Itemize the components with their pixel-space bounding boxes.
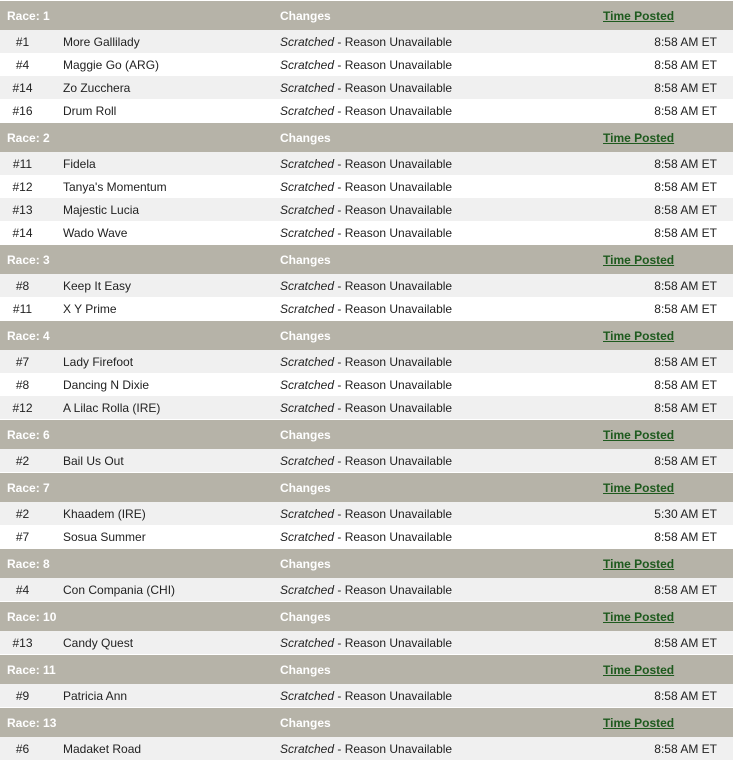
change-description — [280, 636, 452, 650]
table-row — [0, 152, 733, 175]
changes-column-header: Changes — [280, 610, 331, 624]
horse-name: More Gallilady — [63, 35, 140, 49]
time-posted-sort-link[interactable]: Time Posted — [603, 481, 675, 495]
time-posted: 8:58 AM ET — [654, 35, 717, 49]
program-number: #6 — [15, 742, 30, 756]
race-header — [0, 320, 733, 350]
change-description — [280, 454, 452, 468]
scratch-status: Scratched — [280, 742, 335, 756]
table-row — [0, 684, 733, 707]
horse-name: Fidela — [63, 157, 96, 171]
race-label: Race: 10 — [7, 610, 57, 624]
scratch-reason: - Reason Unavailable — [334, 689, 453, 703]
scratch-status: Scratched — [280, 355, 335, 369]
time-posted: 5:30 AM ET — [654, 507, 717, 521]
time-posted: 8:58 AM ET — [654, 279, 717, 293]
horse-name: Madaket Road — [63, 742, 142, 756]
race-label: Race: 3 — [7, 253, 50, 267]
program-number: #11 — [12, 157, 33, 171]
horse-name: Maggie Go (ARG) — [63, 58, 160, 72]
time-posted: 8:58 AM ET — [654, 454, 717, 468]
change-description — [280, 104, 452, 118]
table-row — [0, 221, 733, 244]
race-label: Race: 7 — [7, 481, 50, 495]
table-row — [0, 274, 733, 297]
scratch-status: Scratched — [280, 583, 335, 597]
scratch-reason: - Reason Unavailable — [334, 636, 453, 650]
time-posted: 8:58 AM ET — [654, 355, 717, 369]
horse-name: Majestic Lucia — [63, 203, 140, 217]
scratch-status: Scratched — [280, 279, 335, 293]
scratch-reason: - Reason Unavailable — [334, 104, 453, 118]
scratch-status: Scratched — [280, 378, 335, 392]
horse-name: Lady Firefoot — [63, 355, 134, 369]
program-number: #13 — [12, 203, 33, 217]
change-description — [280, 157, 452, 171]
table-row — [0, 350, 733, 373]
change-description — [280, 180, 452, 194]
horse-name: Zo Zucchera — [63, 81, 131, 95]
changes-column-header: Changes — [280, 428, 331, 442]
scratch-reason: - Reason Unavailable — [334, 35, 453, 49]
time-posted: 8:58 AM ET — [654, 530, 717, 544]
change-description — [280, 279, 452, 293]
time-posted: 8:58 AM ET — [654, 378, 717, 392]
change-description — [280, 378, 452, 392]
change-description — [280, 689, 452, 703]
scratch-reason: - Reason Unavailable — [334, 58, 453, 72]
changes-column-header: Changes — [280, 253, 331, 267]
table-row — [0, 30, 733, 53]
change-description — [280, 355, 452, 369]
horse-name: X Y Prime — [63, 302, 117, 316]
table-row — [0, 578, 733, 601]
horse-name: A Lilac Rolla (IRE) — [63, 401, 161, 415]
program-number: #12 — [12, 401, 33, 415]
race-label: Race: 8 — [7, 557, 50, 571]
race-header — [0, 601, 733, 631]
scratch-status: Scratched — [280, 81, 335, 95]
time-posted: 8:58 AM ET — [654, 401, 717, 415]
horse-name: Patricia Ann — [63, 689, 128, 703]
time-posted: 8:58 AM ET — [654, 689, 717, 703]
change-description — [280, 507, 452, 521]
race-header — [0, 548, 733, 578]
program-number: #12 — [12, 180, 33, 194]
scratch-reason: - Reason Unavailable — [334, 203, 453, 217]
program-number: #2 — [15, 507, 30, 521]
scratch-reason: - Reason Unavailable — [334, 378, 453, 392]
scratch-reason: - Reason Unavailable — [334, 401, 453, 415]
table-row — [0, 297, 733, 320]
race-header — [0, 654, 733, 684]
table-row — [0, 76, 733, 99]
time-posted: 8:58 AM ET — [654, 302, 717, 316]
program-number: #9 — [15, 689, 30, 703]
scratch-reason: - Reason Unavailable — [334, 279, 453, 293]
race-header — [0, 472, 733, 502]
scratch-reason: - Reason Unavailable — [334, 742, 453, 756]
program-number: #13 — [12, 636, 33, 650]
change-description — [280, 81, 452, 95]
race-header — [0, 122, 733, 152]
time-posted-sort-link[interactable]: Time Posted — [603, 557, 675, 571]
scratch-status: Scratched — [280, 507, 335, 521]
scratch-reason: - Reason Unavailable — [334, 507, 453, 521]
program-number: #1 — [15, 35, 30, 49]
changes-column-header: Changes — [280, 663, 331, 677]
time-posted: 8:58 AM ET — [654, 742, 717, 756]
program-number: #14 — [12, 226, 33, 240]
changes-column-header: Changes — [280, 716, 331, 730]
program-number: #2 — [15, 454, 30, 468]
program-number: #4 — [15, 58, 30, 72]
scratch-status: Scratched — [280, 157, 335, 171]
program-number: #8 — [15, 279, 30, 293]
time-posted: 8:58 AM ET — [654, 58, 717, 72]
horse-name: Tanya's Momentum — [63, 180, 167, 194]
program-number: #11 — [12, 302, 33, 316]
program-number: #16 — [12, 104, 33, 118]
table-row — [0, 373, 733, 396]
time-posted: 8:58 AM ET — [654, 583, 717, 597]
race-label: Race: 1 — [7, 9, 50, 23]
scratch-status: Scratched — [280, 226, 335, 240]
race-label: Race: 2 — [7, 131, 50, 145]
scratch-status: Scratched — [280, 401, 335, 415]
horse-name: Candy Quest — [63, 636, 134, 650]
race-label: Race: 4 — [7, 329, 50, 343]
horse-name: Wado Wave — [63, 226, 128, 240]
table-row — [0, 198, 733, 221]
scratch-status: Scratched — [280, 636, 335, 650]
time-posted-sort-link[interactable]: Time Posted — [603, 131, 675, 145]
horse-name: Keep It Easy — [63, 279, 132, 293]
scratch-reason: - Reason Unavailable — [334, 530, 453, 544]
scratch-reason: - Reason Unavailable — [334, 180, 453, 194]
time-posted: 8:58 AM ET — [654, 81, 717, 95]
change-description — [280, 583, 452, 597]
race-label: Race: 6 — [7, 428, 50, 442]
time-posted: 8:58 AM ET — [654, 180, 717, 194]
time-posted: 8:58 AM ET — [654, 203, 717, 217]
time-posted-sort-link[interactable]: Time Posted — [603, 610, 675, 624]
scratch-reason: - Reason Unavailable — [334, 454, 453, 468]
scratch-status: Scratched — [280, 454, 335, 468]
scratch-status: Scratched — [280, 104, 335, 118]
race-header — [0, 244, 733, 274]
horse-name: Sosua Summer — [63, 530, 146, 544]
scratch-reason: - Reason Unavailable — [334, 355, 453, 369]
program-number: #4 — [15, 583, 30, 597]
scratch-reason: - Reason Unavailable — [334, 81, 453, 95]
time-posted-sort-link[interactable]: Time Posted — [603, 428, 675, 442]
changes-column-header: Changes — [280, 9, 331, 23]
scratch-status: Scratched — [280, 302, 335, 316]
table-row — [0, 175, 733, 198]
horse-name: Drum Roll — [63, 104, 117, 118]
race-header — [0, 419, 733, 449]
time-posted: 8:58 AM ET — [654, 226, 717, 240]
race-header — [0, 707, 733, 737]
program-number: #7 — [15, 530, 30, 544]
time-posted-sort-link[interactable]: Time Posted — [603, 716, 675, 730]
program-number: #14 — [12, 81, 33, 95]
time-posted-sort-link[interactable]: Time Posted — [603, 663, 675, 677]
change-description — [280, 58, 452, 72]
changes-column-header: Changes — [280, 557, 331, 571]
scratch-status: Scratched — [280, 35, 335, 49]
change-description — [280, 742, 452, 756]
horse-name: Dancing N Dixie — [63, 378, 150, 392]
change-description — [280, 226, 452, 240]
race-label: Race: 11 — [7, 663, 56, 677]
scratch-status: Scratched — [280, 58, 335, 72]
race-header — [0, 0, 733, 30]
time-posted: 8:58 AM ET — [654, 636, 717, 650]
time-posted-sort-link[interactable]: Time Posted — [603, 329, 675, 343]
table-row — [0, 449, 733, 472]
changes-column-header: Changes — [280, 481, 331, 495]
time-posted: 8:58 AM ET — [654, 104, 717, 118]
changes-column-header: Changes — [280, 131, 331, 145]
scratch-status: Scratched — [280, 203, 335, 217]
table-row — [0, 396, 733, 419]
table-row — [0, 53, 733, 76]
change-description — [280, 302, 452, 316]
table-row — [0, 631, 733, 654]
horse-name: Con Compania (CHI) — [63, 583, 176, 597]
changes-column-header: Changes — [280, 329, 331, 343]
horse-name: Khaadem (IRE) — [63, 507, 146, 521]
race-label: Race: 13 — [7, 716, 57, 730]
scratch-reason: - Reason Unavailable — [334, 302, 453, 316]
program-number: #7 — [15, 355, 30, 369]
horse-name: Bail Us Out — [63, 454, 124, 468]
change-description — [280, 203, 452, 217]
change-description — [280, 35, 452, 49]
change-description — [280, 401, 452, 415]
table-row — [0, 502, 733, 525]
scratch-status: Scratched — [280, 530, 335, 544]
time-posted-sort-link[interactable]: Time Posted — [603, 9, 675, 23]
table-row — [0, 99, 733, 122]
program-number: #8 — [15, 378, 30, 392]
scratch-status: Scratched — [280, 180, 335, 194]
change-description — [280, 530, 452, 544]
scratch-reason: - Reason Unavailable — [334, 583, 453, 597]
time-posted-sort-link[interactable]: Time Posted — [603, 253, 675, 267]
scratch-reason: - Reason Unavailable — [334, 226, 453, 240]
table-row — [0, 525, 733, 548]
scratch-reason: - Reason Unavailable — [334, 157, 453, 171]
time-posted: 8:58 AM ET — [654, 157, 717, 171]
scratch-status: Scratched — [280, 689, 335, 703]
table-row — [0, 737, 733, 760]
